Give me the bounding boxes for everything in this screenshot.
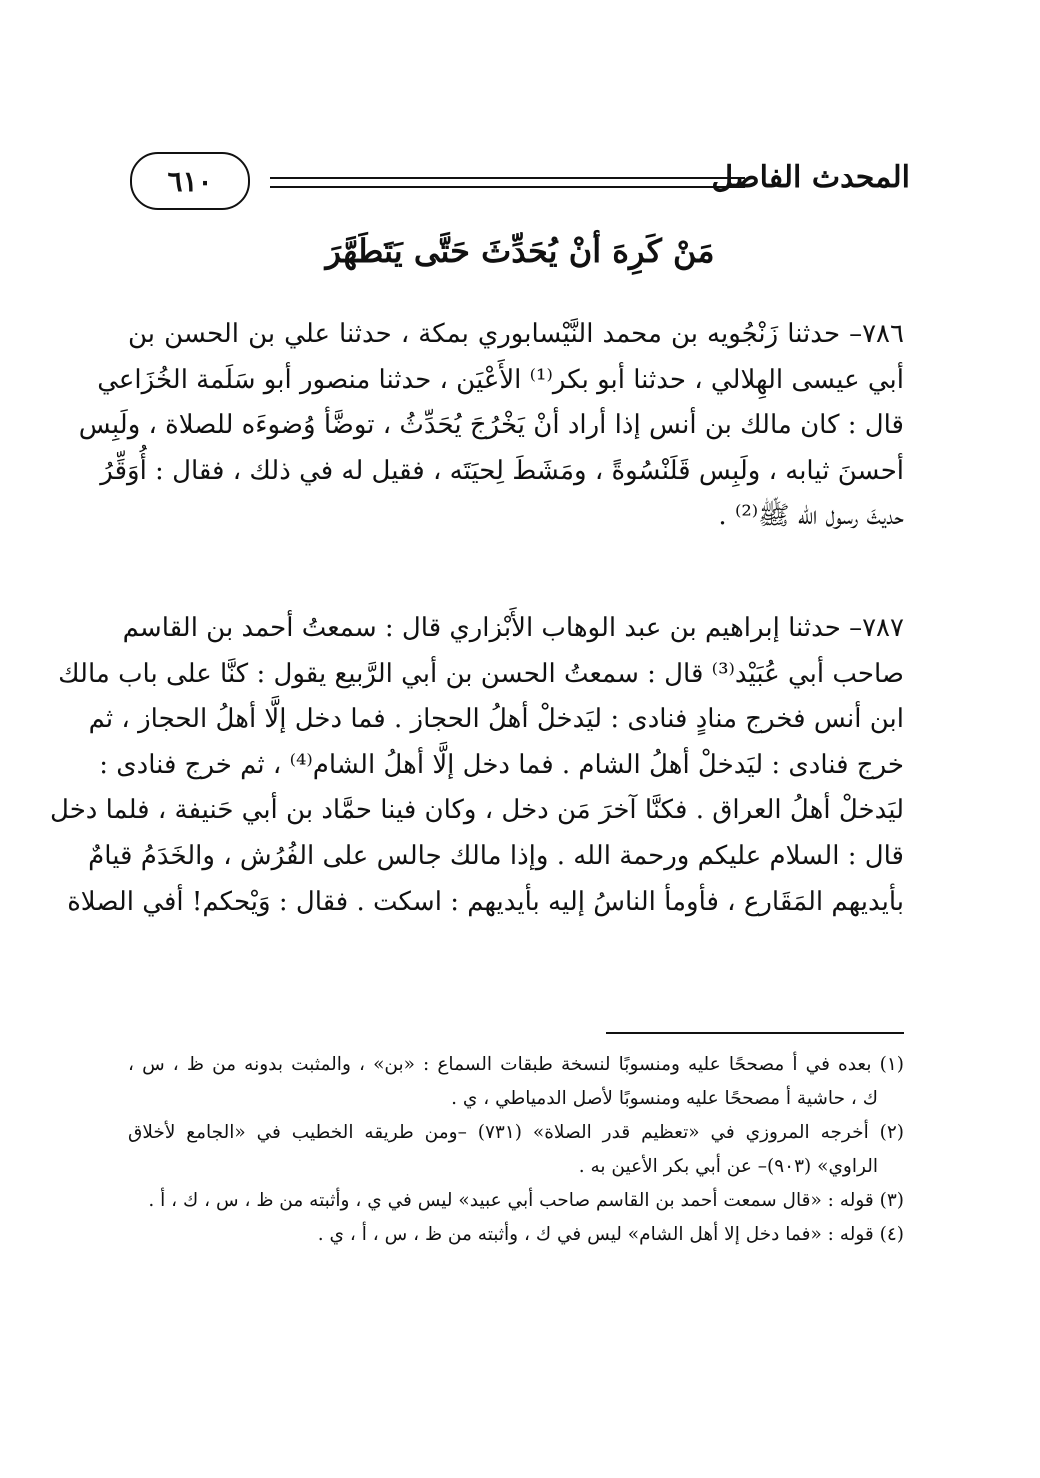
footnote-2: (٢) أخرجه المروزي في «تعظيم قدر الصلاة» (٧٣١) –ومن طريقه الخطيب في «الجامع لأخلاق: [128, 1122, 904, 1143]
header-double-rule: [270, 177, 745, 188]
text-line: صاحب أبي عُبَيْد⁽³⁾ قال : سمعتُ الحسن بن أبي الرَّبيع يقول : كنَّا على باب مالك: [58, 658, 904, 689]
text-line: أبي عيسى الهِلالي ، حدثنا أبو بكر⁽¹⁾ الأَعْيَن ، حدثنا منصور أبو سَلَمة الخُزَاعي: [97, 364, 904, 395]
footnote-2-continued: الراوي» (٩٠٣)– عن أبي بكر الأعين به .: [578, 1156, 878, 1177]
text-line: ليَدخلْ أهلُ العراق . فكنَّا آخرَ مَن دخل ، وكان فينا حمَّاد بن أبي حَنيفة ، فلما دخل: [50, 795, 904, 826]
footnote-3: (٣) قوله : «قال سمعت أحمد بن القاسم صاحب أبي عبيد» ليس في ي ، وأثبته من ظ ، س ، ك ، أ .: [148, 1190, 904, 1211]
page-header: [130, 150, 910, 210]
footnote-1: (١) بعده في أ مصححًا عليه ومنسوبًا لنسخة طبقات السماع : «بن» ، والمثبت بدونه من ظ ، س ،: [128, 1054, 904, 1075]
footnote-separator: [606, 1032, 904, 1034]
running-book-title: المحدث الفاصل: [711, 160, 910, 195]
hadith-787: [50, 606, 904, 925]
page-number-badge: [130, 152, 250, 210]
page-number: ٦١٠: [167, 164, 213, 198]
hadith-786: [78, 312, 904, 540]
chapter-title: مَنْ كَرِهَ أنْ يُحَدِّثَ حَتَّى يَتَطَهَّرَ: [325, 232, 715, 270]
text-line: قال : السلام عليكم ورحمة الله . وإذا مالك جالس على الفُرُش ، والخَدَمُ قيامٌ: [88, 840, 904, 871]
footnote-4: (٤) قوله : «فما دخل إلا أهل الشام» ليس في ك ، وأثبته من ظ ، س ، أ ، ي .: [317, 1224, 904, 1245]
text-line: ابن أنس فخرج منادٍ فنادى : ليَدخلْ أهلُ الحجاز . فما دخل إلَّا أهلُ الحجاز ، ثم: [88, 704, 904, 735]
text-line: ٧٨٧– حدثنا إبراهيم بن عبد الوهاب الأَبْزاري قال : سمعتُ أحمد بن القاسم: [122, 613, 904, 643]
text-line: ٧٨٦– حدثنا زَنْجُويه بن محمد النَّيْسابوري بمكة ، حدثنا علي بن الحسن بن: [128, 319, 904, 349]
text-line: حديثَ رسول الله ﷺ⁽²⁾ .: [718, 501, 904, 532]
footnotes: [128, 1048, 904, 1252]
text-line: أحسنَ ثيابه ، ولَبِس قَلَنْسُوةً ، ومَشَطَ لِحيَتَه ، فقيل له في ذلك ، فقال : أُوَقِّرُ: [100, 455, 904, 486]
text-line: خرج فنادى : ليَدخلْ أهلُ الشام . فما دخل إلَّا أهلُ الشام⁽⁴⁾ ، ثم خرج فنادى :: [99, 749, 904, 780]
text-line: قال : كان مالك بن أنس إذا أراد أنْ يَخْرُجَ يُحَدِّثُ ، توضَّأ وُضوءَه للصلاة ، ولَبِس: [78, 410, 904, 441]
footnote-1-continued: ك ، حاشية أ مصححًا عليه ومنسوبًا لأصل الدمياطي ، ي .: [451, 1088, 878, 1109]
text-line: بأيديهم المَقَارع ، فأومأ الناسُ إليه بأيديهم : اسكت . فقال : وَيْحكم! أفي الصلاة: [67, 886, 904, 917]
